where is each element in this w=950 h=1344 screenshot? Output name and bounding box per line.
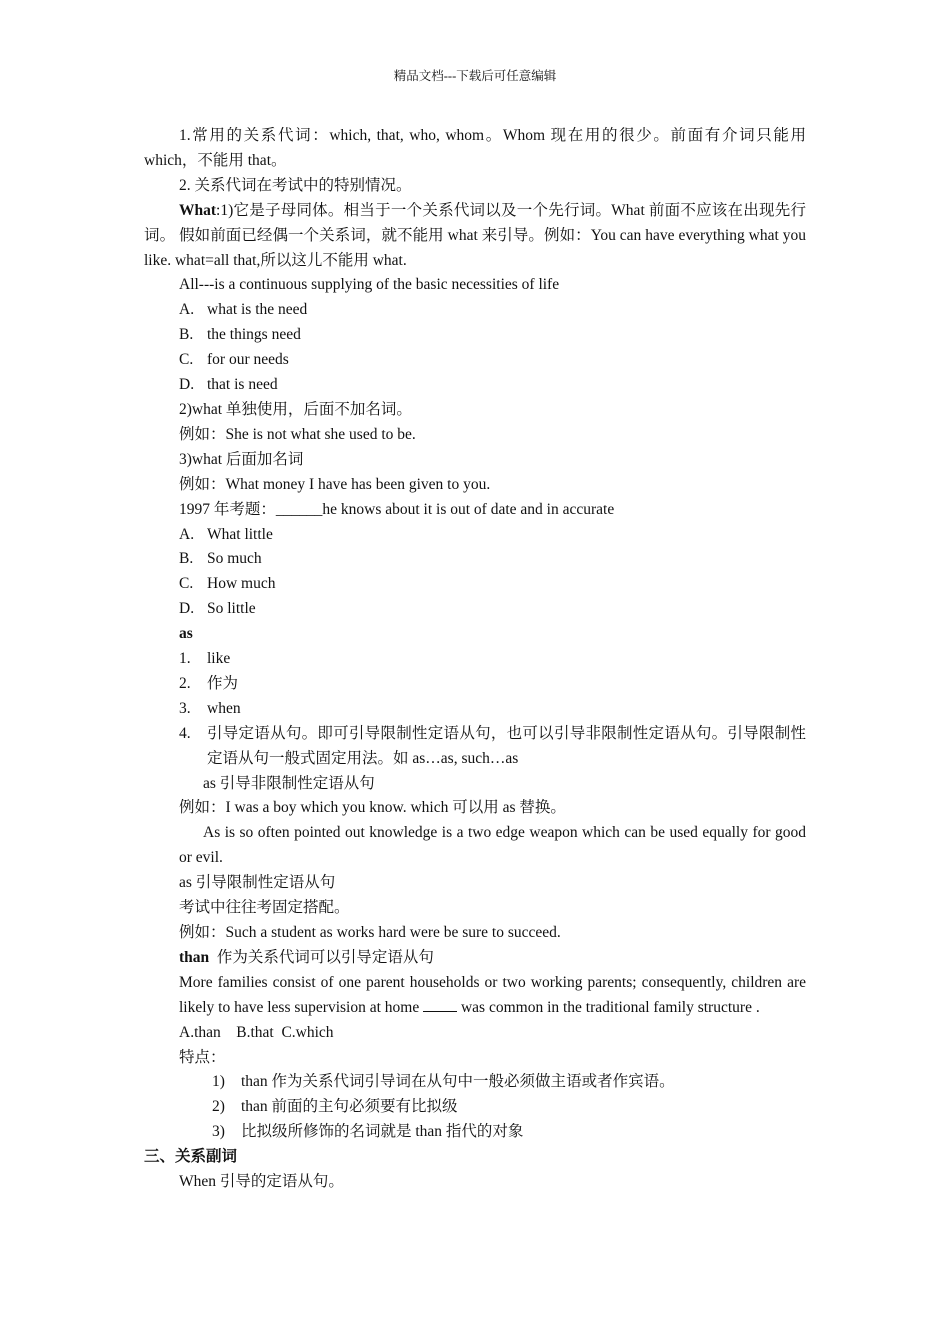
as-example-3: 例如：Such a student as works hard were be sure to succeed.	[179, 924, 561, 941]
question2-option	[144, 547, 806, 572]
than-question-part1: More families consist of one parent households or two working parents; consequently, children are likely to have less supervision at home	[179, 973, 806, 1016]
option-letter: A.	[179, 301, 195, 319]
as-exam-note: 考试中往往考固定搭配。	[179, 899, 350, 917]
feature-item	[144, 1095, 806, 1120]
question1-option	[144, 323, 806, 348]
item-text: 引导定语从句。即可引导限制性定语从句，也可以引导非限制性定语从句。引导限制性定语从句一般式固定用法。如 as…as, such…as	[207, 724, 806, 767]
feature-text: than 前面的主句必须要有比拟级	[241, 1098, 458, 1116]
paragraph-special-cases: 2. 关系代词在考试中的特别情况。	[179, 176, 412, 194]
section3-heading-text: 三、关系副词	[144, 1148, 238, 1166]
question1-stem: All---is a continuous supplying of the basic necessities of life	[179, 276, 560, 294]
as-restrictive-note: as 引导限制性定语从句	[179, 874, 336, 892]
paragraph-what-alone: 2)what 单独使用，后面不加名词。	[179, 400, 412, 418]
than-label: than	[179, 948, 210, 966]
than-question-part2: was common in the traditional family structure .	[457, 998, 760, 1016]
what-label: What	[179, 201, 217, 219]
than-heading	[144, 946, 806, 971]
option-text: So much	[207, 550, 262, 568]
option-text: for our needs	[207, 351, 289, 369]
question1-option	[144, 348, 806, 373]
as-usage-item	[144, 722, 806, 772]
option-text: So little	[207, 600, 256, 618]
as-nonrestrictive-note: as 引导非限制性定语从句	[203, 774, 375, 792]
section3-heading	[144, 1145, 806, 1170]
item-text: when	[207, 699, 241, 717]
item-number: 4.	[179, 724, 191, 742]
feature-text: than 作为关系代词引导词在从句中一般必须做主语或者作宾语。	[241, 1073, 675, 1091]
option-letter: D.	[179, 376, 195, 394]
than-explanation: 作为关系代词可以引导定语从句	[209, 948, 434, 966]
item-text: 作为	[207, 674, 239, 692]
feature-item	[144, 1120, 806, 1145]
question2-option	[144, 572, 806, 597]
item-number: 2.	[179, 674, 191, 692]
document-body	[144, 124, 806, 1195]
answer-blank	[423, 997, 457, 1012]
option-text: what is the need	[207, 301, 308, 319]
than-options: A.than B.that C.which	[179, 1023, 334, 1041]
than-question	[144, 971, 806, 1021]
feature-number: 1)	[212, 1073, 225, 1091]
question2-option	[144, 523, 806, 548]
as-heading	[144, 622, 806, 647]
example-what-alone: 例如：She is not what she used to be.	[179, 425, 416, 443]
feature-number: 2)	[212, 1098, 225, 1116]
as-usage-item	[144, 672, 806, 697]
paragraph-what	[144, 199, 806, 274]
question1-option	[144, 373, 806, 398]
as-heading-text: as	[179, 625, 193, 643]
page-header: 精品文档---下载后可任意编辑	[393, 69, 557, 83]
example-what-noun: 例如：What money I have has been given to you.	[179, 475, 491, 493]
paragraph-relative-pronouns: 1.常用的关系代词：which, that, who, whom。Whom 现在用的很少。前面有介词只能用 which，不能用 that。	[144, 127, 806, 169]
what-explanation: :1)它是子母同体。相当于一个关系代词以及一个先行词。What 前面不应该在出现先行词。 假如前面已经偶一个关系词，就不能用 what 来引导。例如：You can have everything what you like. what=all that,所以这儿不能用 what.	[144, 201, 806, 269]
option-letter: C.	[179, 575, 194, 593]
as-usage-item	[144, 647, 806, 672]
option-text: the things need	[207, 326, 301, 344]
feature-item	[144, 1070, 806, 1095]
feature-text: 比拟级所修饰的名词就是 than 指代的对象	[241, 1123, 524, 1141]
as-example-2: As is so often pointed out knowledge is a two edge weapon which can be used equally for good or evil.	[179, 824, 806, 867]
option-text: What little	[207, 525, 273, 543]
section3-paragraph: When 引导的定语从句。	[179, 1173, 344, 1191]
item-number: 1.	[179, 650, 191, 668]
item-text: like	[207, 650, 231, 668]
feature-number: 3)	[212, 1123, 225, 1141]
option-text: that is need	[207, 376, 278, 394]
option-letter: C.	[179, 351, 194, 369]
paragraph-what-noun: 3)what 后面加名词	[179, 450, 304, 468]
option-letter: B.	[179, 550, 194, 568]
option-letter: B.	[179, 326, 194, 344]
as-usage-item	[144, 697, 806, 722]
option-text: How much	[207, 575, 276, 593]
question2-option	[144, 597, 806, 622]
question1-option	[144, 298, 806, 323]
question2-stem: 1997 年考题：______he knows about it is out of date and in accurate	[179, 500, 615, 518]
as-example-1: 例如：I was a boy which you know. which 可以用 as 替换。	[179, 799, 566, 817]
option-letter: D.	[179, 600, 195, 618]
features-label: 特点：	[179, 1048, 226, 1066]
option-letter: A.	[179, 525, 195, 543]
item-number: 3.	[179, 699, 191, 717]
